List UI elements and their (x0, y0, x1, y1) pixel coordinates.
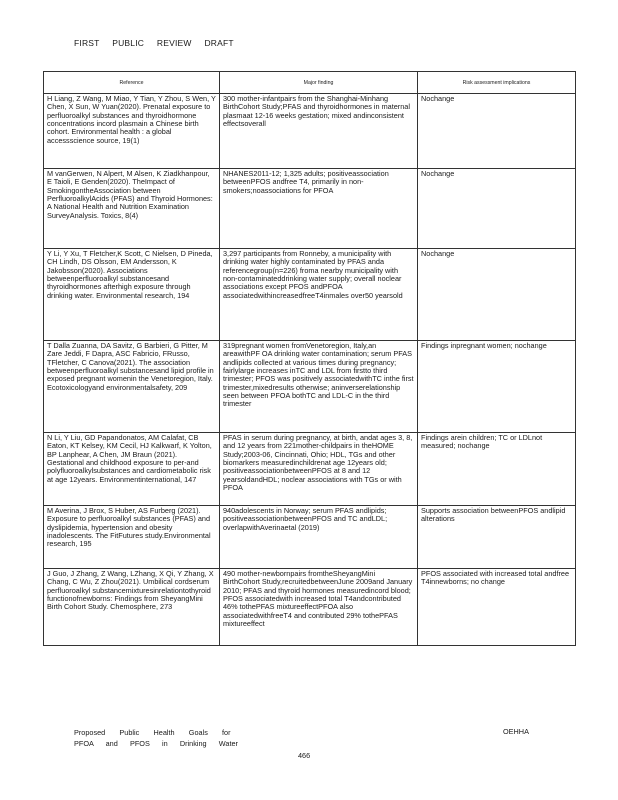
cell-finding: 319pregnant women fromVenetoregion, Italy,an areawithPF OA drinking water contamination; serum PFAS andlipids collected at various times during pregnancy; fairlylarge increases inTC and LDL from firstto third trimester; PFOS was positively associatedwithTC inthe first trimester,mixedresults otherwise; aninverserelationship seen between PFOA bothTC and LDL-C in the third trimester (220, 341, 418, 433)
footer-document-title (74, 727, 238, 749)
cell-finding: 490 mother-newbornpairs fromtheSheyangMini BirthCohort Study,recruitedbetweenJune 2009and January 2010; PFAS and thyroid hormones measuredincord blood; PFOS associatedwith increased total T4andcontributed 46% tothePFAS mixtureeffectPFOA also associatedwithfreeT4 and contributed 29% tothePFAS mixtureeffect (220, 569, 418, 646)
table-row (44, 341, 576, 433)
footer-agency: OEHHA (503, 727, 529, 736)
cell-reference: M Averina, J Brox, S Huber, AS Furberg (2021). Exposure to perfluoroalkyl substances (PFAS) and dyslipidemia, hypertension and obesity inadolescents. The FitFutures study.Environmental research, 195 (44, 506, 220, 569)
cell-finding: 3,297 participants from Ronneby, a municipality with drinking water highly contaminated by PFAS anda referencegroup(n=226) froma nearby municipality with non-contaminateddrinking water supply; overall noclear associations except PFOS andPFOA associatedwithincreasedfreeT4inmales over50 yearsold (220, 249, 418, 341)
cell-finding: 300 mother-infantpairs from the Shanghai-Minhang BirthCohort Study;PFAS and thyroidhormones in maternal plasmaat 12-16 weeks gestation; mixed andinconsistent effectsoverall (220, 94, 418, 169)
table-header-row (44, 72, 576, 94)
cell-reference: Y Li, Y Xu, T Fletcher,K Scott, C Nielsen, D Pineda, CH Lindh, DS Olsson, EM Andersson, K Jakobsson(2020). Associations betweenperfluoroalkyl substancesand thyroidhormones afterhigh exposure through drinking water. Environmental research, 194 (44, 249, 220, 341)
footer-title-line-2: PFOA and PFOS in Drinking Water (74, 739, 238, 748)
cell-reference: M vanGerwen, N Alpert, M Alsen, K Ziadkhanpour, E Taioli, E Genden(2020). TheImpact of SmokingontheAssociation between PerfluoroalkylAcids (PFAS) and Thyroid Hormones: A National Health and Nutrition Examination SurveyAnalysis. Toxics, 8(4) (44, 169, 220, 249)
cell-reference: N Li, Y Liu, GD Papandonatos, AM Calafat, CB Eaton, KT Kelsey, KM Cecil, HJ Kalkwarf, K Yolton, BP Lanphear, A Chen, JM Braun (2021). Gestational and childhood exposure to per-and polyfluoroalkylsubstances and cardiometabolic risk at age 12years. Environmentinternational, 147 (44, 433, 220, 506)
cell-implications: Nochange (418, 94, 576, 169)
table-row (44, 433, 576, 506)
cell-reference: T Dalla Zuanna, DA Savitz, G Barbieri, G Pitter, M Zare Jeddi, F Dapra, ASC Fabricio, FRusso, TFletcher, C Canova(2021). The association betweenperfluoroalkyl substancesand lipid profile in exposed pregnant womenin the Venetoregion, Italy. Ecotoxicologyand environmentalsafety, 209 (44, 341, 220, 433)
cell-finding: 940adolescents in Norway; serum PFAS andlipids; positiveassociationbetweenPFOS and TC andLDL; overlapwithAverinaetal (2019) (220, 506, 418, 569)
column-header-risk-implications: Risk assessment implications (418, 72, 576, 94)
cell-implications: Supports association betweenPFOS andlipid alterations (418, 506, 576, 569)
cell-reference: J Guo, J Zhang, Z Wang, LZhang, X Qi, Y Zhang, X Chang, C Wu, Z Zhou(2021). Umbilical cordserum perfluoroalkyl substancemixturesinrelationtothyroid functionofnewborns: Findings from SheyangMini Birth Cohort Study. Chemosphere, 273 (44, 569, 220, 646)
footer-title-line-1: Proposed Public Health Goals for (74, 728, 231, 737)
column-header-major-finding: Major finding (220, 72, 418, 94)
table-row (44, 506, 576, 569)
cell-implications: Findings inpregnant women; nochange (418, 341, 576, 433)
cell-implications: PFOS associated with increased total andfree T4innewborns; no change (418, 569, 576, 646)
cell-finding: NHANES2011-12; 1,325 adults; positiveassociation betweenPFOS andfree T4, primarily in non-smokers;noassociations for PFOA (220, 169, 418, 249)
table-row (44, 569, 576, 646)
cell-implications: Nochange (418, 249, 576, 341)
cell-reference: H Liang, Z Wang, M Miao, Y Tian, Y Zhou, S Wen, Y Chen, X Sun, W Yuan(2020). Prenatal exposure to perfluoroalkyl substances and thyroidhormone concentrations incord plasmain a Chinese birth cohort. Environmental health : a global accessscience source, 19(1) (44, 94, 220, 169)
page-number: 466 (298, 751, 311, 760)
table-row (44, 249, 576, 341)
draft-header: FIRST PUBLIC REVIEW DRAFT (74, 38, 234, 48)
cell-finding: PFAS in serum during pregnancy, at birth, andat ages 3, 8, and 12 years from 221mother-childpairs in theHOME Study;2003-06, Cincinnati, Ohio; HDL, TGs and other biomarkers measuredinchildrenat age 12years old; positiveassociationbetweenPFOS at 8 and 12 yearsoldandHDL; noclear associations with TGs or with PFOA (220, 433, 418, 506)
column-header-reference: Reference (44, 72, 220, 94)
table-row (44, 94, 576, 169)
table-row (44, 169, 576, 249)
cell-implications: Findings arein children; TC or LDLnot measured; nochange (418, 433, 576, 506)
literature-review-table (43, 71, 576, 646)
cell-implications: Nochange (418, 169, 576, 249)
